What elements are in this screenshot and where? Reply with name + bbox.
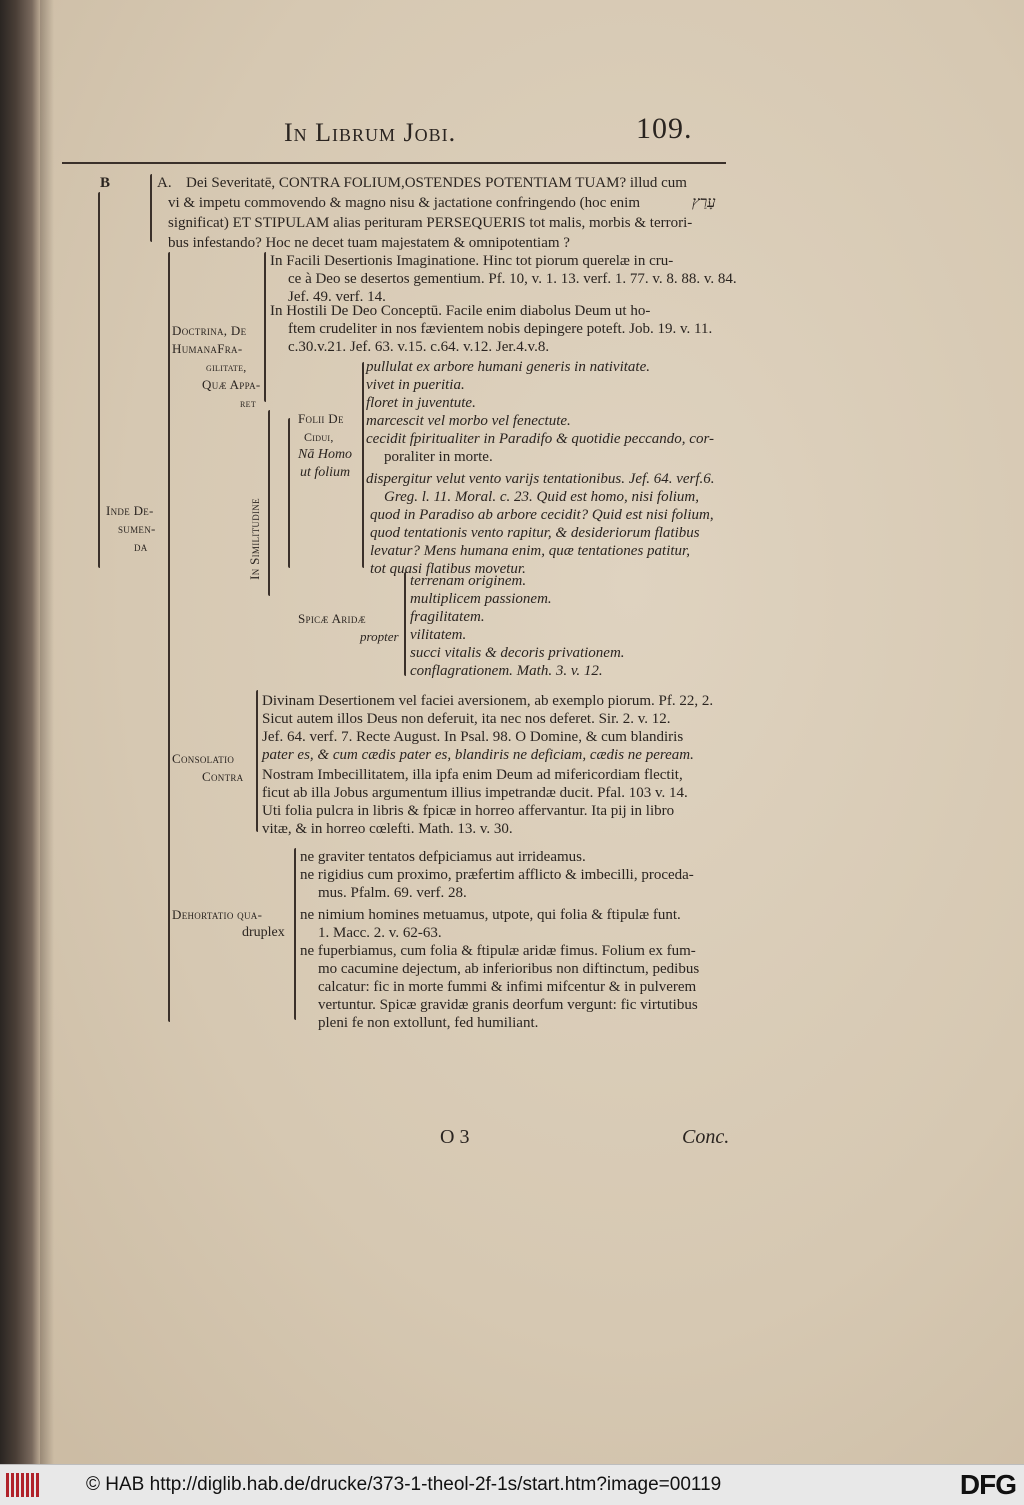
folii-item-7: dispergitur velut vento varijs tentationibus. Jef. 64. verf.6.: [366, 471, 715, 487]
top-line-1: Dei Severitatē, CONTRA FOLIUM,OSTENDES POTENTIAM TUAM? illud cum: [186, 175, 687, 191]
margin-letter-b: B: [100, 175, 111, 191]
top-line-4: bus infestando? Hoc ne decet tuam majestatem & omnipotentiam ?: [168, 235, 570, 251]
consol-line-8: vitæ, & in horreo cœlefti. Math. 13. v. 30.: [262, 821, 513, 837]
consol-line-7: Uti folia pulcra in libris & fpicæ in horreo affervantur. Ita pij in libro: [262, 803, 675, 819]
brace-b: [98, 192, 100, 568]
dehort-line-4: ne nimium homines metuamus, utpote, qui folia & ftipulæ funt.: [300, 907, 681, 923]
spicae-item-6: conflagrationem. Math. 3. v. 12.: [410, 663, 603, 679]
consol-line-4: pater es, & cum cædis pater es, blandiris ne deficiam, cædis ne peream.: [262, 747, 694, 763]
dehort-line-10: pleni fe non extollunt, fed humiliant.: [318, 1015, 539, 1031]
consol-line-5: Nostram Imbecillitatem, illa ipfa enim Deum ad mifericordiam flectit,: [262, 767, 683, 783]
brace-folii: [288, 418, 290, 568]
label-doctrina-4: Quæ Appa-: [202, 377, 261, 392]
imagin-line-1: In Facili Desertionis Imaginatione. Hinc tot piorum querelæ in cru-: [270, 253, 674, 269]
imagin-line-2: ce à Deo se desertos gementium. Pf. 10, v. 1. 13. verf. 1. 77. v. 8. 88. v. 84.: [288, 271, 737, 287]
brace-folii-items: [362, 362, 364, 568]
consol-line-3: Jef. 64. verf. 7. Recte August. In Psal. 98. O Domine, & cum blandiris: [262, 729, 684, 745]
folii-quote-1: Greg. l. 11. Moral. c. 23. Quid est homo, nisi folium,: [384, 489, 699, 505]
label-inde-3: da: [134, 539, 148, 554]
book-spine: [0, 0, 40, 1464]
consol-line-6: ficut ab illa Jobus argumentum illius impetrandæ ducit. Pfal. 103 v. 14.: [262, 785, 688, 801]
spicae-item-2: multiplicem passionem.: [410, 591, 552, 607]
hostili-line-3: c.30.v.21. Jef. 63. v.15. c.64. v.12. Jer.4.v.8.: [288, 339, 550, 355]
hostili-line-2: ftem crudeliter in nos fævientem nobis depingere poteft. Job. 19. v. 11.: [288, 321, 713, 337]
imagin-line-3: Jef. 49. verf. 14.: [288, 289, 386, 305]
label-inde-2: sumen-: [118, 521, 156, 536]
label-dehortatio-2: druplex: [242, 925, 285, 940]
dehort-line-2: ne rigidius cum proximo, præfertim afflicto & imbecilli, proceda-: [300, 867, 694, 883]
label-dehortatio-1: Dehortatio qua-: [172, 907, 263, 922]
label-spicae-2: propter: [360, 629, 399, 644]
label-spicae-1: Spicæ Aridæ: [298, 611, 366, 626]
label-doctrina-1: Doctrina, De: [172, 323, 247, 338]
top-line-3: significat) ET STIPULAM alias perituram PERSEQUERIS tot malis, morbis & terrori-: [168, 215, 693, 231]
consol-line-1: Divinam Desertionem vel faciei aversionem, ab exemplo piorum. Pf. 22, 2.: [262, 693, 714, 709]
source-credit: © HAB http://diglib.hab.de/drucke/373-1-theol-2f-1s/start.htm?image=00119: [86, 1474, 722, 1495]
dehort-line-6: ne fuperbiamus, cum folia & ftipulæ aridæ fimus. Folium ex fum-: [300, 943, 696, 959]
spicae-item-5: succi vitalis & decoris privationem.: [410, 645, 625, 661]
dehort-line-5: 1. Macc. 2. v. 62-63.: [318, 925, 442, 941]
dehort-line-9: vertuntur. Spicæ gravidæ granis deorfum vergunt: fic virtutibus: [318, 997, 698, 1013]
label-folii-1: Folii De: [298, 411, 344, 426]
brace-dehortatio: [294, 848, 296, 1020]
dehort-line-1: ne graviter tentatos defpiciamus aut irrideamus.: [300, 849, 586, 865]
folii-item-4: marcescit vel morbo vel fenectute.: [366, 413, 571, 429]
brace-a: [150, 174, 152, 242]
top-line-2: vi & impetu commovendo & magno nisu & jactatione confringendo (hoc enim: [168, 195, 640, 211]
spicae-item-3: fragilitatem.: [410, 609, 485, 625]
folii-item-5: cecidit fpiritualiter in Paradifo & quotidie peccando, cor-: [366, 431, 714, 447]
brace-doctrina: [264, 252, 266, 402]
brace-consolatio: [256, 690, 258, 832]
label-folii-2: Cidui,: [304, 430, 334, 444]
label-doctrina-2: HumanaFra-: [172, 341, 243, 356]
folii-item-3: floret in juventute.: [366, 395, 476, 411]
spicae-item-4: vilitatem.: [410, 627, 467, 643]
folii-item-1: pullulat ex arbore humani generis in nativitate.: [366, 359, 650, 375]
header-rule: [62, 162, 726, 164]
folii-quote-2: quod in Paradiso ab arbore cecidit? Quid est nisi folium,: [370, 507, 714, 523]
label-consolatio-1: Consolatio: [172, 751, 235, 766]
page-gutter-shadow: [40, 0, 54, 1464]
consol-line-2: Sicut autem illos Deus non deferuit, ita nec nos deferet. Sir. 2. v. 12.: [262, 711, 671, 727]
label-folii-3: Nā Homo: [298, 447, 353, 462]
dehort-line-8: calcatur: fic in morte fummi & infimi mifcentur & in pulverem: [318, 979, 697, 995]
folii-item-2: vivet in pueritia.: [366, 377, 465, 393]
dfg-logo: DFG: [959, 1469, 1016, 1500]
brace-spicae: [404, 572, 406, 676]
label-doctrina-5: ret: [240, 396, 257, 410]
catchword: Conc.: [682, 1126, 730, 1148]
label-doctrina-3: gilitate,: [206, 360, 247, 374]
dehort-line-3: mus. Pfalm. 69. verf. 28.: [318, 885, 467, 901]
hab-logo-icon: [6, 1473, 48, 1497]
hebrew-word: עָרַץ: [692, 195, 716, 211]
signature-mark: O 3: [440, 1126, 470, 1148]
status-bar: [0, 1464, 1024, 1505]
running-header: In Librum Jobi.: [284, 118, 457, 147]
folii-quote-5: tot quasi flatibus movetur.: [370, 561, 526, 577]
brace-similitudine: [268, 410, 270, 596]
label-inde-1: Inde De-: [106, 503, 154, 518]
hostili-line-1: In Hostili De Deo Conceptū. Facile enim diabolus Deum ut ho-: [270, 303, 651, 319]
label-similitudine: In Similitudine: [246, 498, 262, 580]
folii-quote-3: quod tentationis vento rapitur, & desideriorum flatibus: [370, 525, 700, 541]
page-number: 109.: [636, 112, 693, 145]
folii-item-6: poraliter in morte.: [384, 449, 493, 465]
margin-letter-a: A.: [157, 175, 172, 191]
label-folii-4: ut folium: [300, 465, 351, 480]
spicae-item-1: terrenam originem.: [410, 573, 527, 589]
dehort-line-7: mo cacumine dejectum, ab inferioribus non diftinctum, pedibus: [318, 961, 700, 977]
label-consolatio-2: Contra: [202, 769, 244, 784]
brace-inde: [168, 252, 170, 1022]
folii-quote-4: levatur? Mens humana enim, quæ tentationes patitur,: [370, 543, 690, 559]
